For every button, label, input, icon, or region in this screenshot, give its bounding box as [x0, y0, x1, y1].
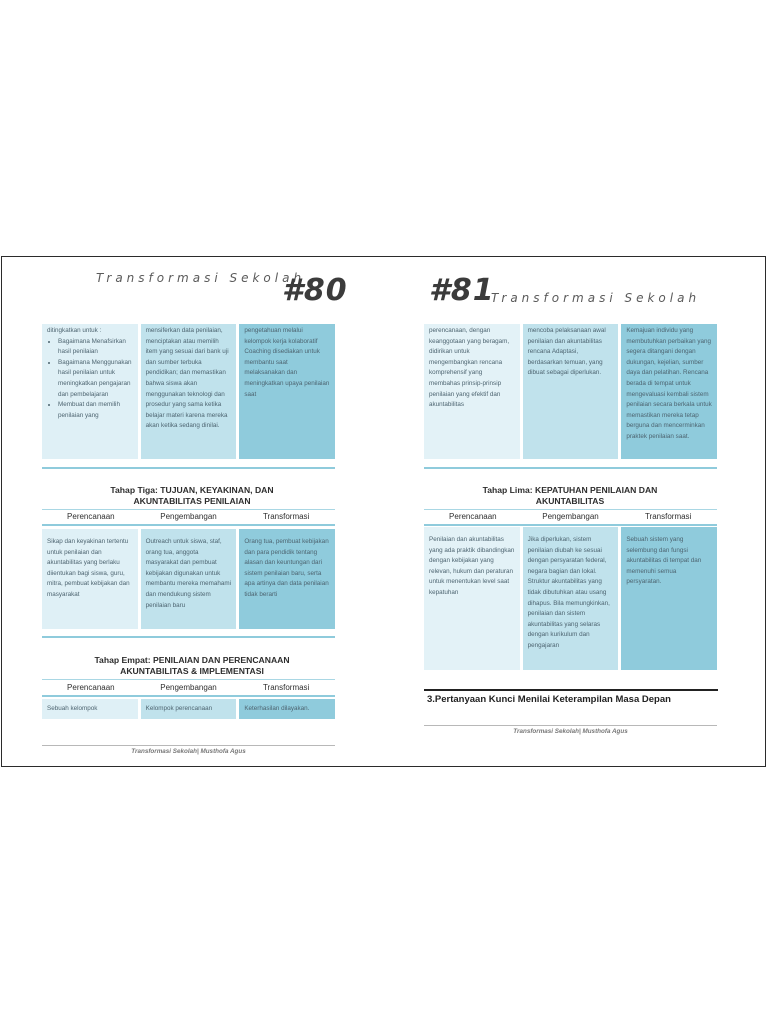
table-cell: Outreach untuk siswa, staf, orang tua, anggota masyarakat dan pembuat kebijakan digunakan untuk membantu mereka memahami dan mendukung sistem penilaian baru	[141, 529, 237, 629]
page-footer-right: Transformasi Sekolah| Musthofa Agus	[513, 728, 628, 735]
table-cell: Sikap dan keyakinan tertentu untuk penilaian dan akuntabilitas yang berlaku diientukan bagi siswa, guru, mitra, pembuat kebijakan dan masyarakat	[42, 529, 138, 629]
book-spread	[1, 256, 766, 767]
table-stage4	[42, 699, 335, 719]
top-table-left	[42, 324, 335, 459]
table-cell: Penilaian dan akuntabilitas yang ada praktik dibandingkan dengan kebijakan yang relevan, hukum dan peraturan untuk menentukan level saat kepatuhan	[424, 527, 520, 670]
table-header	[424, 512, 717, 521]
table-cell: Jika diperlukan, sistem penilaian diubah ke sesuai dengan persyaratan federal, negara bagian dan lokal. Struktur akuntabilitas yang tidak dibutuhkan atau usang dihapus. Bila memungkinkan, penilaian dan sistem akuntabilitas yang selaras dengan kurikulum dan pengajaran	[523, 527, 619, 670]
section-heading-q3: 3.Pertanyaan Kunci Menilai Keterampilan Masa Depan	[427, 694, 671, 705]
divider	[424, 524, 717, 526]
footer-rule	[42, 745, 335, 746]
divider	[42, 695, 335, 697]
divider	[42, 509, 335, 510]
page-number-left: #80	[282, 273, 348, 308]
table-cell: Keterhasilan dilayakan.	[239, 699, 335, 719]
table-cell: perencanaan, dengan keanggotaan yang beragam, didirikan untuk mengembangkan rencana komprehensif yang membahas prinsip-prinsip penilaian yang efektif dan akuntabilitas	[424, 324, 520, 459]
table-stage3	[42, 529, 335, 629]
divider	[42, 467, 335, 469]
table-header	[42, 512, 335, 521]
table-header	[42, 683, 335, 692]
running-header-left: Transformasi Sekolah	[96, 271, 306, 285]
table-cell: mensiferkan data penilaian, menciptakan atau memilih item yang sesuai dari bank uji dan sumber terbuka pendidikan; dan memastikan bahwa siswa akan menggunakan teknologi dan prosedur yang sama ketika belajar materi karena mereka akan ketika sedang dinilai.	[141, 324, 237, 459]
table-cell: pengetahuan melalui kelompok kerja kolaboratif Coaching disediakan untuk membantu saat melaksanakan dan meningkatkan upaya penilaian saat	[239, 324, 335, 459]
list-item: • Membuat dan memilih penilaian yang	[58, 400, 133, 421]
list-item: • Bagaimana Menggunakan hasil penilaian untuk meningkatkan pengajaran dan pembelajaran	[58, 358, 133, 400]
divider	[424, 509, 717, 510]
page-right	[385, 257, 765, 766]
table-cell: Kemajuan individu yang membutuhkan perbaikan yang segera ditangani dengan dukungan, kejelian, sumber daya dan pelatihan. Rencana berada di tempat untuk mengevaluasi kembali sistem penilaian secara berkala untuk memastikan mereka tetap berguna dan mencerminkan praktek penilaian saat.	[621, 324, 717, 459]
column-header: Perencanaan	[67, 683, 115, 692]
divider	[42, 636, 335, 638]
divider	[42, 524, 335, 526]
divider	[424, 467, 717, 469]
list-item: • Bagaimana Menafsirkan hasil penilaian	[58, 337, 133, 358]
column-header: Transformasi	[262, 512, 310, 521]
section-title-3: Tahap Tiga: TUJUAN, KEYAKINAN, DAN AKUNTABILITAS PENILAIAN	[110, 485, 274, 506]
table-cell: Orang tua, pembuat kebijakan dan para pendidik tentang alasan dan keuntungan dari sistem penilaian baru, serta apa artinya dan data penilaian tidak berarti	[239, 529, 335, 629]
page-number-right: #81	[429, 273, 495, 308]
table-cell: mencoba pelaksanaan awal penilaian dan akuntabilitas rencana Adaptasi, berdasarkan temuan, yang dibuat sebagai diperlukan.	[523, 324, 619, 459]
bullet-list	[47, 337, 133, 422]
section-title-5: Tahap Lima: KEPATUHAN PENILAIAN DAN AKUNTABILITAS	[482, 485, 658, 506]
divider	[42, 679, 335, 680]
table-cell: Sebuah kelompok	[42, 699, 138, 719]
section-rule	[424, 689, 718, 691]
section-title-4: Tahap Empat: PENILAIAN DAN PERENCANAAN AKUNTABILITAS & IMPLEMENTASI	[94, 655, 290, 676]
table-cell	[42, 324, 138, 459]
table-cell: Sebuah sistem yang selembung dan fungsi akuntabilitas di tempat dan memenuhi semua persyaratan.	[621, 527, 717, 670]
cell-intro: ditingkatkan untuk :	[47, 327, 102, 334]
table-stage5	[424, 527, 717, 670]
column-header: Perencanaan	[67, 512, 115, 521]
page-left	[2, 257, 385, 766]
top-table-right	[424, 324, 717, 459]
column-header: Pengembangan	[542, 512, 599, 521]
table-cell: Kelompok perencanaan	[141, 699, 237, 719]
column-header: Pengembangan	[160, 683, 217, 692]
column-header: Transformasi	[644, 512, 692, 521]
page-footer-left: Transformasi Sekolah| Musthofa Agus	[131, 748, 246, 755]
column-header: Pengembangan	[160, 512, 217, 521]
running-header-right: Transformasi Sekolah	[491, 291, 701, 305]
column-header: Transformasi	[262, 683, 310, 692]
column-header: Perencanaan	[449, 512, 497, 521]
footer-rule	[424, 725, 717, 726]
